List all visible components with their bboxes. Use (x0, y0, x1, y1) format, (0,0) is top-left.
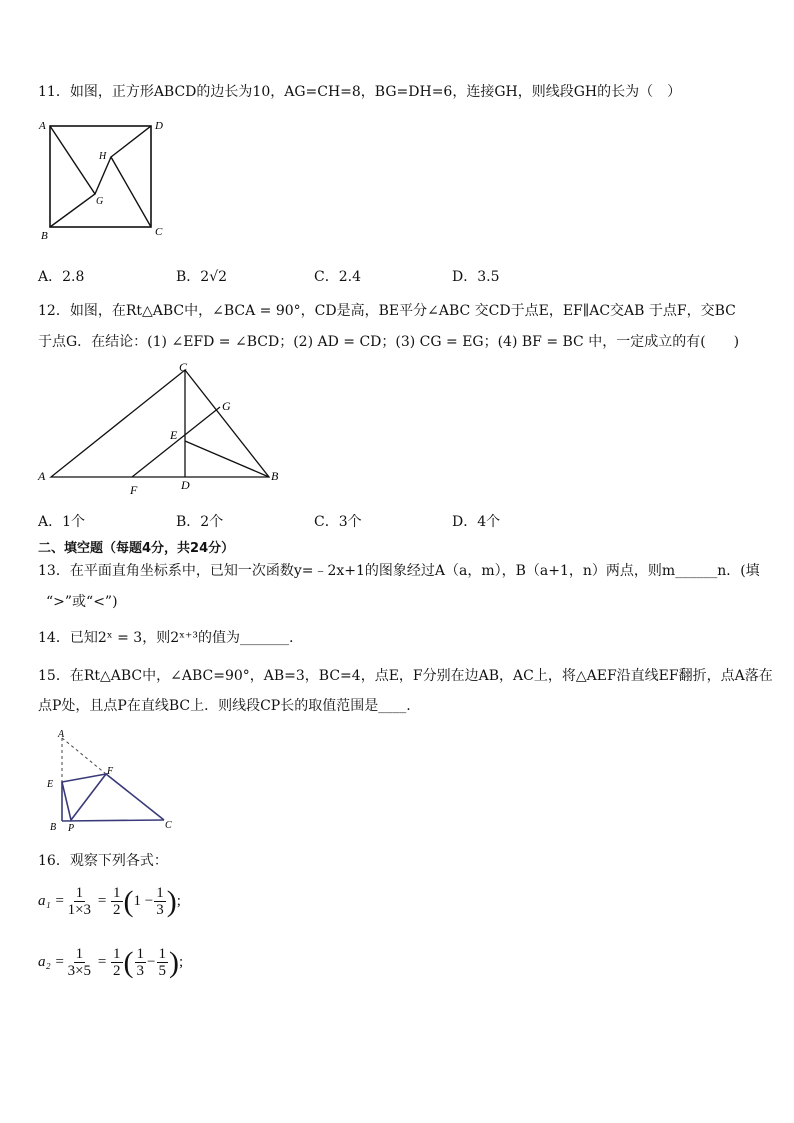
formula1-half (111, 885, 123, 918)
q15-line2: 点P处，且点P在直线BC上．则线段CP长的取值范围是____. (38, 698, 411, 714)
q12-line1: 12．如图，在Rt△ABC中，∠BCA = 90°，CD是高，BE平分∠ABC 交CD于点E，EF∥AC交AB 于点F，交BC (38, 303, 736, 319)
formula1-b-den: 3 (156, 902, 164, 918)
formula2-den: 3×5 (67, 963, 92, 979)
q11-option-c[interactable]: C．2.4 (314, 269, 361, 285)
q11-option-a[interactable]: A．2.8 (38, 269, 85, 285)
formula2-half (111, 946, 123, 979)
label-c: C (179, 360, 188, 374)
q16-text: 16．观察下列各式： (38, 853, 168, 869)
formula1-half-num: 1 (113, 885, 121, 901)
q15-figure (42, 728, 182, 834)
q16-formula-2: a₂ = $\frac{1}{3\times 5}$ = $\frac{1}{2}$ ( $\frac{1}{3}$ − $\frac{1}{5}$ ) ; (38, 945, 184, 979)
formula1-den: 1×3 (67, 902, 92, 918)
label-c: C (155, 226, 163, 238)
triangle-pef (62, 774, 106, 820)
formula1-b (154, 885, 166, 918)
q15-line1: 15．在Rt△ABC中，∠ABC=90°，AB=3，BC=4，点E，F分别在边AB，AC上，将△AEF沿直线EF翻折，点A落在 (38, 668, 773, 684)
formula2-b (157, 946, 169, 979)
label-a: A (38, 469, 46, 483)
segments-ag-bg (50, 126, 95, 227)
section-heading: 二、填空题（每题4分，共24分） (38, 541, 235, 556)
label-e: E (47, 779, 54, 790)
label-e: E (170, 428, 178, 442)
label-a: A (58, 729, 65, 740)
label-h: H (99, 151, 107, 162)
q13-line1: 13．在平面直角坐标系中，已知一次函数y=﹣2x+1的图象经过A（a，m），B（a+1，n）两点，则m______n．(填 (38, 563, 760, 579)
formula1-b-num: 1 (156, 885, 164, 901)
formula1-lhs: a₁ = (38, 893, 65, 909)
formula2-end: ; (179, 954, 184, 970)
formula1-num: 1 (75, 885, 84, 901)
formula2-a (135, 946, 147, 979)
formula2-fraction (66, 946, 93, 979)
formula2-half-den: 2 (113, 963, 121, 979)
label-f: F (130, 483, 138, 497)
q14-text: 14．已知2ˣ = 3，则2ˣ⁺³的值为_______. (38, 630, 294, 646)
triangle-abc (51, 370, 269, 477)
label-f: F (107, 766, 114, 777)
label-d: D (181, 478, 190, 492)
label-a: A (39, 120, 46, 132)
formula1-a: 1 − (133, 893, 154, 909)
segment-fg (132, 407, 220, 477)
q12-option-b[interactable]: B．2个 (176, 514, 224, 530)
q12-option-c[interactable]: C．3个 (314, 514, 362, 530)
q12-option-a[interactable]: A．1个 (38, 514, 86, 530)
formula2-lhs: a₂ = (38, 954, 65, 970)
formula2-a-num: 1 (136, 946, 145, 962)
q13-line2: “>”或“<”) (46, 594, 118, 610)
segment-af-dashed (62, 738, 106, 774)
formula2-half-num: 1 (113, 946, 121, 962)
segment-bc (62, 820, 164, 821)
q11-figure (36, 115, 168, 245)
q16-formula-1: a₁ = $\frac{1}{1\times 3}$ = $\frac{1}{2}$ ( 1 − $\frac{1}{3}$ ) ; (38, 884, 181, 918)
q11-option-d[interactable]: D．3.5 (452, 269, 500, 285)
square-abcd (50, 126, 151, 227)
label-p: P (68, 823, 75, 834)
formula1-half-den: 2 (113, 902, 121, 918)
label-c: C (165, 820, 172, 831)
formula1-fraction (66, 885, 93, 918)
formula2-b-num: 1 (158, 946, 166, 962)
formula1-end: ; (176, 893, 181, 909)
label-g: G (96, 196, 104, 207)
q12-option-d[interactable]: D．4个 (452, 514, 501, 530)
label-g: G (222, 399, 231, 413)
segment-gh (95, 157, 111, 194)
q12-line2: 于点G．在结论：(1) ∠EFD = ∠BCD；(2) AD = CD；(3) CG = EG；(4) BF = BC 中，一定成立的有( ) (38, 334, 740, 350)
q12-figure (34, 358, 286, 500)
q11-option-b[interactable]: B．2√2 (176, 269, 228, 285)
formula2-minus: − (147, 954, 156, 970)
segment-fc (106, 774, 164, 820)
formula2-b-den: 5 (158, 963, 166, 979)
segments-dh-ch (111, 126, 151, 227)
label-b: B (41, 230, 48, 242)
formula2-a-den: 3 (136, 963, 145, 979)
label-d: D (155, 120, 163, 132)
label-b: B (271, 469, 279, 483)
bisector-be (185, 441, 269, 477)
formula2-num: 1 (75, 946, 84, 962)
label-b: B (50, 822, 57, 833)
q11-text: 11．如图，正方形ABCD的边长为10，AG=CH=8，BG=DH=6，连接GH，则线段GH的长为（ ） (38, 84, 682, 100)
